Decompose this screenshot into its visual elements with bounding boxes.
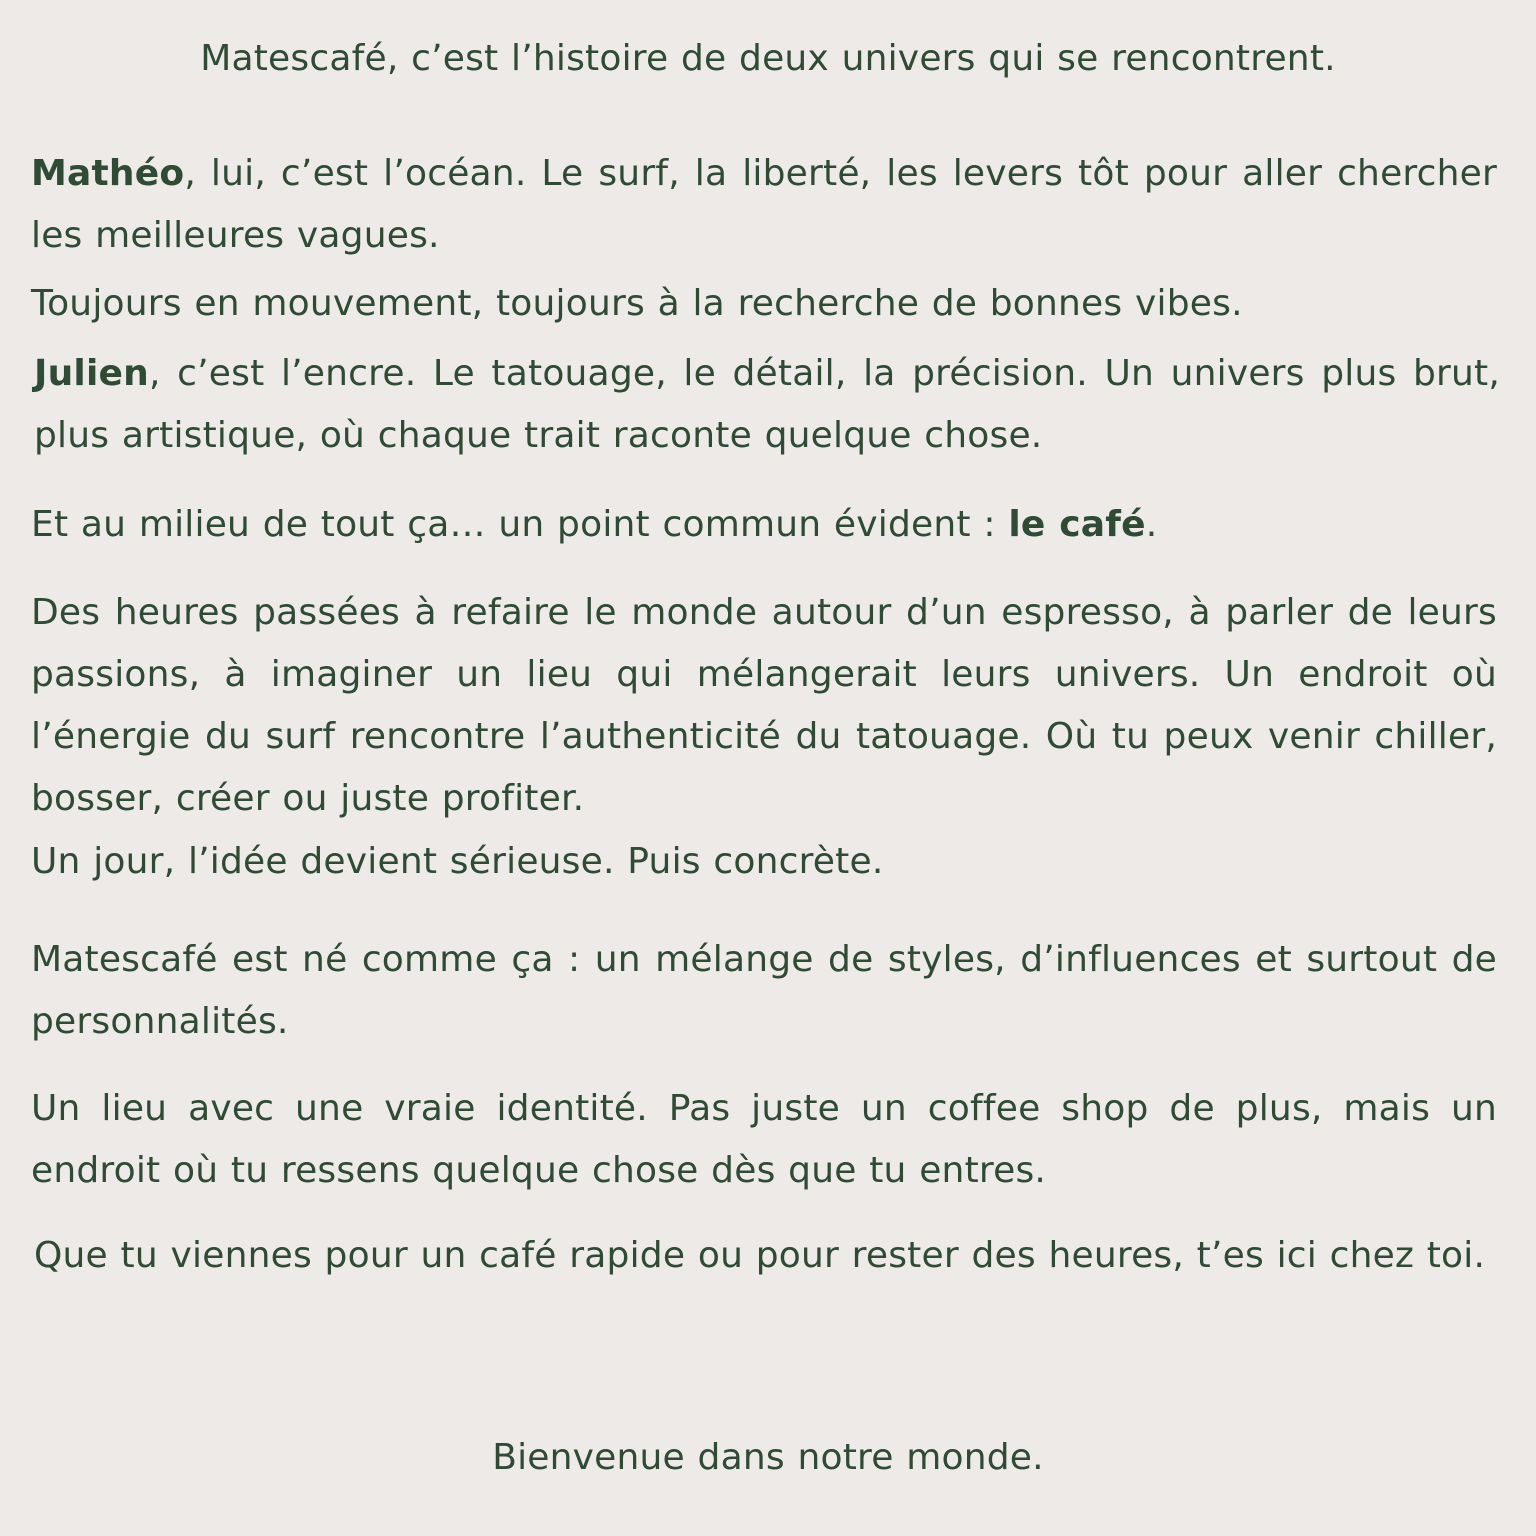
coffee-common-after: . <box>1145 504 1158 545</box>
julien-name: Julien <box>34 353 149 394</box>
story-paragraph <box>31 582 1497 830</box>
identity-text: Un lieu avec une vraie identité. Pas juste un coffee shop de plus, mais un endroit où tu ressens quelque chose dès que tu entres. <box>31 1088 1497 1191</box>
coffee-common-paragraph <box>31 494 1497 556</box>
matheo-name: Mathéo <box>31 153 185 194</box>
idea-paragraph <box>31 831 1497 893</box>
born-paragraph <box>31 929 1497 1053</box>
matheo-followup-paragraph <box>31 273 1497 335</box>
matheo-description: , lui, c’est l’océan. Le surf, la liberté, les levers tôt pour aller chercher les meilleures vagues. <box>31 153 1497 256</box>
coffee-common-highlight: le café <box>1008 504 1146 545</box>
story-text: Des heures passées à refaire le monde autour d’un espresso, à parler de leurs passions, à imaginer un lieu qui mélangerait leurs univers. Un endroit où l’énergie du surf rencontre l’authenticité du tatouage. Où tu peux venir chiller, bosser, créer ou juste profiter. <box>31 592 1497 819</box>
idea-text: Un jour, l’idée devient sérieuse. Puis concrète. <box>31 841 884 882</box>
born-text: Matescafé est né comme ça : un mélange de styles, d’influences et surtout de personnalités. <box>31 939 1497 1042</box>
julien-description: , c’est l’encre. Le tatouage, le détail, la précision. Un univers plus brut, plus artistique, où chaque trait raconte quelque chose. <box>34 353 1500 456</box>
identity-paragraph <box>31 1078 1497 1202</box>
julien-paragraph <box>34 343 1500 467</box>
closing-text: Bienvenue dans notre monde. <box>492 1437 1044 1478</box>
welcome-home-paragraph <box>34 1225 1500 1287</box>
coffee-common-before: Et au milieu de tout ça… un point commun évident : <box>31 504 1009 545</box>
matheo-followup-text: Toujours en mouvement, toujours à la recherche de bonnes vibes. <box>31 283 1243 324</box>
matheo-paragraph <box>31 143 1497 267</box>
welcome-home-text: Que tu viennes pour un café rapide ou pour rester des heures, t’es ici chez toi. <box>34 1235 1486 1276</box>
closing-paragraph <box>0 1427 1536 1489</box>
intro-text: Matescafé, c’est l’histoire de deux univers qui se rencontrent. <box>200 38 1336 79</box>
intro-paragraph <box>0 28 1536 90</box>
